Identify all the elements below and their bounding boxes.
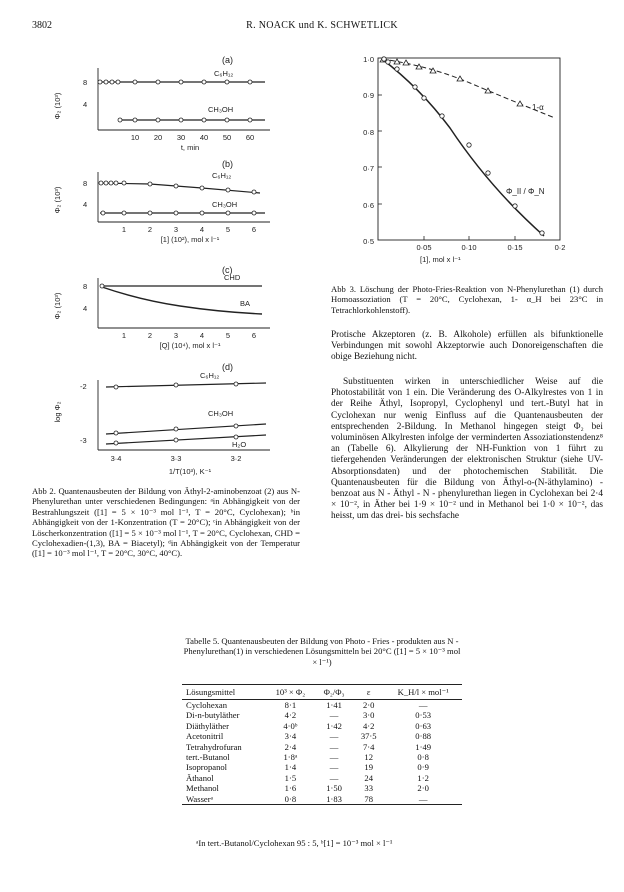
y-tick: 0·9 — [363, 91, 374, 100]
x-axis-label: t, min — [180, 143, 200, 152]
series-label: C₆H₁₂ — [212, 171, 232, 180]
series-line — [106, 383, 266, 387]
y-tick: 8 — [83, 78, 88, 87]
x-tick: 20 — [153, 133, 163, 142]
dashed-series-markers — [380, 57, 523, 106]
panel-tag: (b) — [222, 159, 233, 169]
y-tick: 8 — [83, 179, 88, 188]
x-tick: 6 — [251, 331, 257, 340]
x-axis-label: 1/T(10³), K⁻¹ — [168, 467, 212, 476]
table-row: Cyclohexan 8·1 1·41 2·0 — — [186, 700, 428, 710]
series-points — [99, 181, 256, 215]
y-tick: -3 — [80, 436, 87, 445]
table-row: Acetonitril 3·4 — 37·5 0·88 — [186, 731, 432, 742]
x-tick: 3 — [173, 225, 179, 234]
y-tick: 4 — [83, 100, 88, 109]
x-tick: 5 — [225, 225, 231, 234]
x-tick: 4 — [199, 225, 205, 234]
y-axis-label: log Φ₂ — [53, 401, 62, 423]
panel-tag: (d) — [222, 362, 233, 372]
table-row: Diäthyläther 4·0ᵇ 1·42 4·2 0·63 — [186, 720, 432, 731]
column-header: Lösungsmittel — [182, 685, 266, 700]
y-tick: 0·8 — [363, 128, 374, 137]
series-label: CHD — [224, 273, 241, 282]
body-paragraph: Protische Akzeptoren (z. B. Alkohole) erfüllen als bifunktionelle Verbindungen mit sowohl Akzeptorwie auch Donoreigenschaften die obige Beziehung nicht. — [331, 330, 603, 363]
panel-d — [53, 362, 270, 476]
series-label: C₆H₁₂ — [214, 69, 234, 78]
series-label: 1-α — [532, 103, 544, 112]
running-header: R. NOACK und K. SCHWETLICK — [246, 20, 398, 31]
x-tick: 6 — [251, 225, 257, 234]
x-tick: 0·10 — [461, 243, 477, 252]
table-5-footnote: ᵃIn tert.-Butanol/Cyclohexan 95 : 5, ᵇ[1] = 10⁻³ mol × l⁻¹ — [196, 838, 393, 848]
y-tick: 1·0 — [363, 55, 374, 64]
column-header: ε — [353, 685, 384, 700]
x-ticks — [122, 225, 256, 234]
figure-3 — [340, 48, 600, 278]
table-header-row — [182, 685, 462, 700]
x-tick: 4 — [199, 331, 205, 340]
panel-b — [53, 159, 270, 244]
x-tick: 30 — [176, 133, 186, 142]
y-tick: 0·5 — [363, 237, 374, 246]
y-tick: 0·7 — [363, 164, 374, 173]
x-axis-label: [1] (10²), mol x l⁻¹ — [160, 235, 220, 244]
series-line — [102, 287, 262, 314]
panel-tag: (a) — [222, 55, 233, 65]
figure-2-caption: Abb 2. Quantenausbeuten der Bildung von Äthyl-2-aminobenzoat (2) aus N-Phenylurethan unter verschiedenen Bedingungen: ᵃin Abhängigkeit von der Bestrahlungszeit ([1] = 5 × 10⁻³ mol l⁻¹, T = 20°C, Cyclohexan); ᵇin Abhängigkeit von der 1-Konzentration (T = 20°C); ᶜin Abhängigkeit von der Löscherkonzentration ([1] = 5 × 10⁻³ mol l⁻¹, T = 20°C, Cyclohexan, CHD = Cyclohexadien-(1,3), BA = Biacetyl); ᵈin Abhängigkeit von der Temperatur ([1] = 10⁻³ mol l⁻¹, T = 20°C, 30°C, 40°C). — [32, 486, 300, 559]
table-5 — [182, 684, 462, 805]
series-line-dashed — [382, 59, 555, 118]
panel-a — [53, 55, 270, 152]
x-ticks — [416, 243, 565, 252]
table-row: Isopropanol 1·4 — 19 0·9 — [186, 762, 429, 773]
panel-tag: (c) — [222, 265, 233, 275]
x-tick: 10 — [130, 133, 140, 142]
column-header: K_H/l × mol⁻¹ — [384, 685, 462, 700]
series-label: CH₃OH — [208, 105, 234, 114]
y-tick: 4 — [83, 200, 88, 209]
x-tick: 40 — [199, 133, 209, 142]
x-tick: 50 — [222, 133, 232, 142]
x-ticks — [111, 454, 242, 463]
y-ticks — [363, 55, 374, 246]
figure-2 — [40, 50, 300, 482]
table-5-title: Tabelle 5. Quantenausbeuten der Bildung von Photo - Fries - produkten aus N - Phenylurethan(1) in verschiedenen Lösungsmitteln bei 20°C ([1] = 5 × 10⁻³ mol × l⁻¹) — [183, 636, 461, 667]
table-row: Äthanol 1·5 — 24 1·2 — [186, 772, 429, 783]
x-tick: 1 — [121, 331, 127, 340]
page-number: 3802 — [32, 20, 52, 31]
x-tick: 3·2 — [230, 454, 242, 463]
column-header: 10³ × Φ₂ — [266, 685, 315, 700]
table-row: Tetrahydrofuran 2·4 — 7·4 1·49 — [186, 741, 432, 752]
x-tick: 0·2 — [554, 243, 566, 252]
series-label: BA — [240, 299, 251, 308]
y-tick: 0·6 — [363, 201, 374, 210]
y-tick: 8 — [83, 282, 88, 291]
x-tick: 3 — [173, 331, 179, 340]
x-tick: 0·15 — [507, 243, 523, 252]
x-tick: 60 — [245, 133, 255, 142]
series-line-solid — [382, 59, 544, 236]
y-tick: -2 — [80, 382, 87, 391]
figure-3-caption: Abb 3. Löschung der Photo-Fries-Reaktion von N-Phenylurethan (1) durch Homoassoziation (T = 20°C, Cyclohexan, 1- α_H bei 23°C in Tetrachlorkohlenstoff). — [331, 284, 603, 315]
x-tick: 3·4 — [110, 454, 122, 463]
y-axis-label: Φ₂ (10³) — [53, 92, 62, 120]
y-axis-label: Φ₂ (10³) — [53, 186, 62, 214]
series-label: CH₃OH — [212, 200, 238, 209]
y-axis-label: Φ₂ (10³) — [53, 292, 62, 320]
x-tick: 2 — [147, 225, 153, 234]
x-tick: 3·3 — [170, 454, 182, 463]
x-tick: 1 — [121, 225, 127, 234]
series-line — [106, 424, 266, 434]
series-label: C₆H₁₂ — [200, 371, 220, 380]
series-label: Φ_II / Φ_N — [506, 187, 545, 196]
body-paragraph: Substituenten wirken in unterschiedlicher Weise auf die Photostabilität von 1 ein. Die Veränderung des O-Alkylrestes von 1 in der Reihe Äthyl, Isopropyl, Cyclophenyl und tert.-Butyl hat in Cyclohexan nur wenig Einfluss auf die Quantenausbeuten der entsprechenden 2-Bildung. In Methanol hingegen steigt Φ₂ bei voluminösen Alkylresten infolge der verminderten Assoziationstendenz⁸ an (Tabelle 6). Alkylierung der NH-Funktion von 1 führt zu tiefergehenden Veränderungen der elektronischen Struktur (siehe UV-Absorptionsdaten) und der photochemischen Stabilität. Die Quantenausbeuten für die Bildung von Äthyl-o-(N-äthylamino) - benzoat aus N - Äthyl - N - phenylurethan liegen in Cyclohexan bei 2·4 × 10⁻², in Äther bei 1·9 × 10⁻² und in Methanol bei 1·0 × 10⁻², das heisst, um das drei- bis sechsfache — [331, 377, 603, 522]
x-axis-label: [1], mol x l⁻¹ — [420, 255, 461, 264]
table-row: Di-n-butyläther 4·2 — 3·0 0·53 — [186, 710, 432, 721]
x-tick: 2 — [147, 331, 153, 340]
table-row: Wasserᵃ 0·8 1·83 78 — — [182, 794, 462, 805]
x-axis-label: [Q] (10⁴), mol x l⁻¹ — [159, 341, 221, 350]
series-points — [98, 80, 252, 122]
x-ticks — [131, 133, 254, 142]
series-label: CH₃OH — [208, 409, 234, 418]
y-tick: 4 — [83, 304, 88, 313]
table-row: tert.-Butanol 1·8ᵃ — 12 0·8 — [186, 752, 429, 763]
panel-c — [53, 265, 270, 350]
x-tick: 5 — [225, 331, 231, 340]
series-point — [100, 284, 104, 288]
x-tick: 0·05 — [416, 243, 432, 252]
column-header: Φ₂/Φ₃ — [315, 685, 353, 700]
x-ticks — [122, 331, 256, 340]
series-label: H₂O — [232, 440, 247, 449]
table-row: Methanol 1·6 1·50 33 2·0 — [186, 783, 429, 794]
